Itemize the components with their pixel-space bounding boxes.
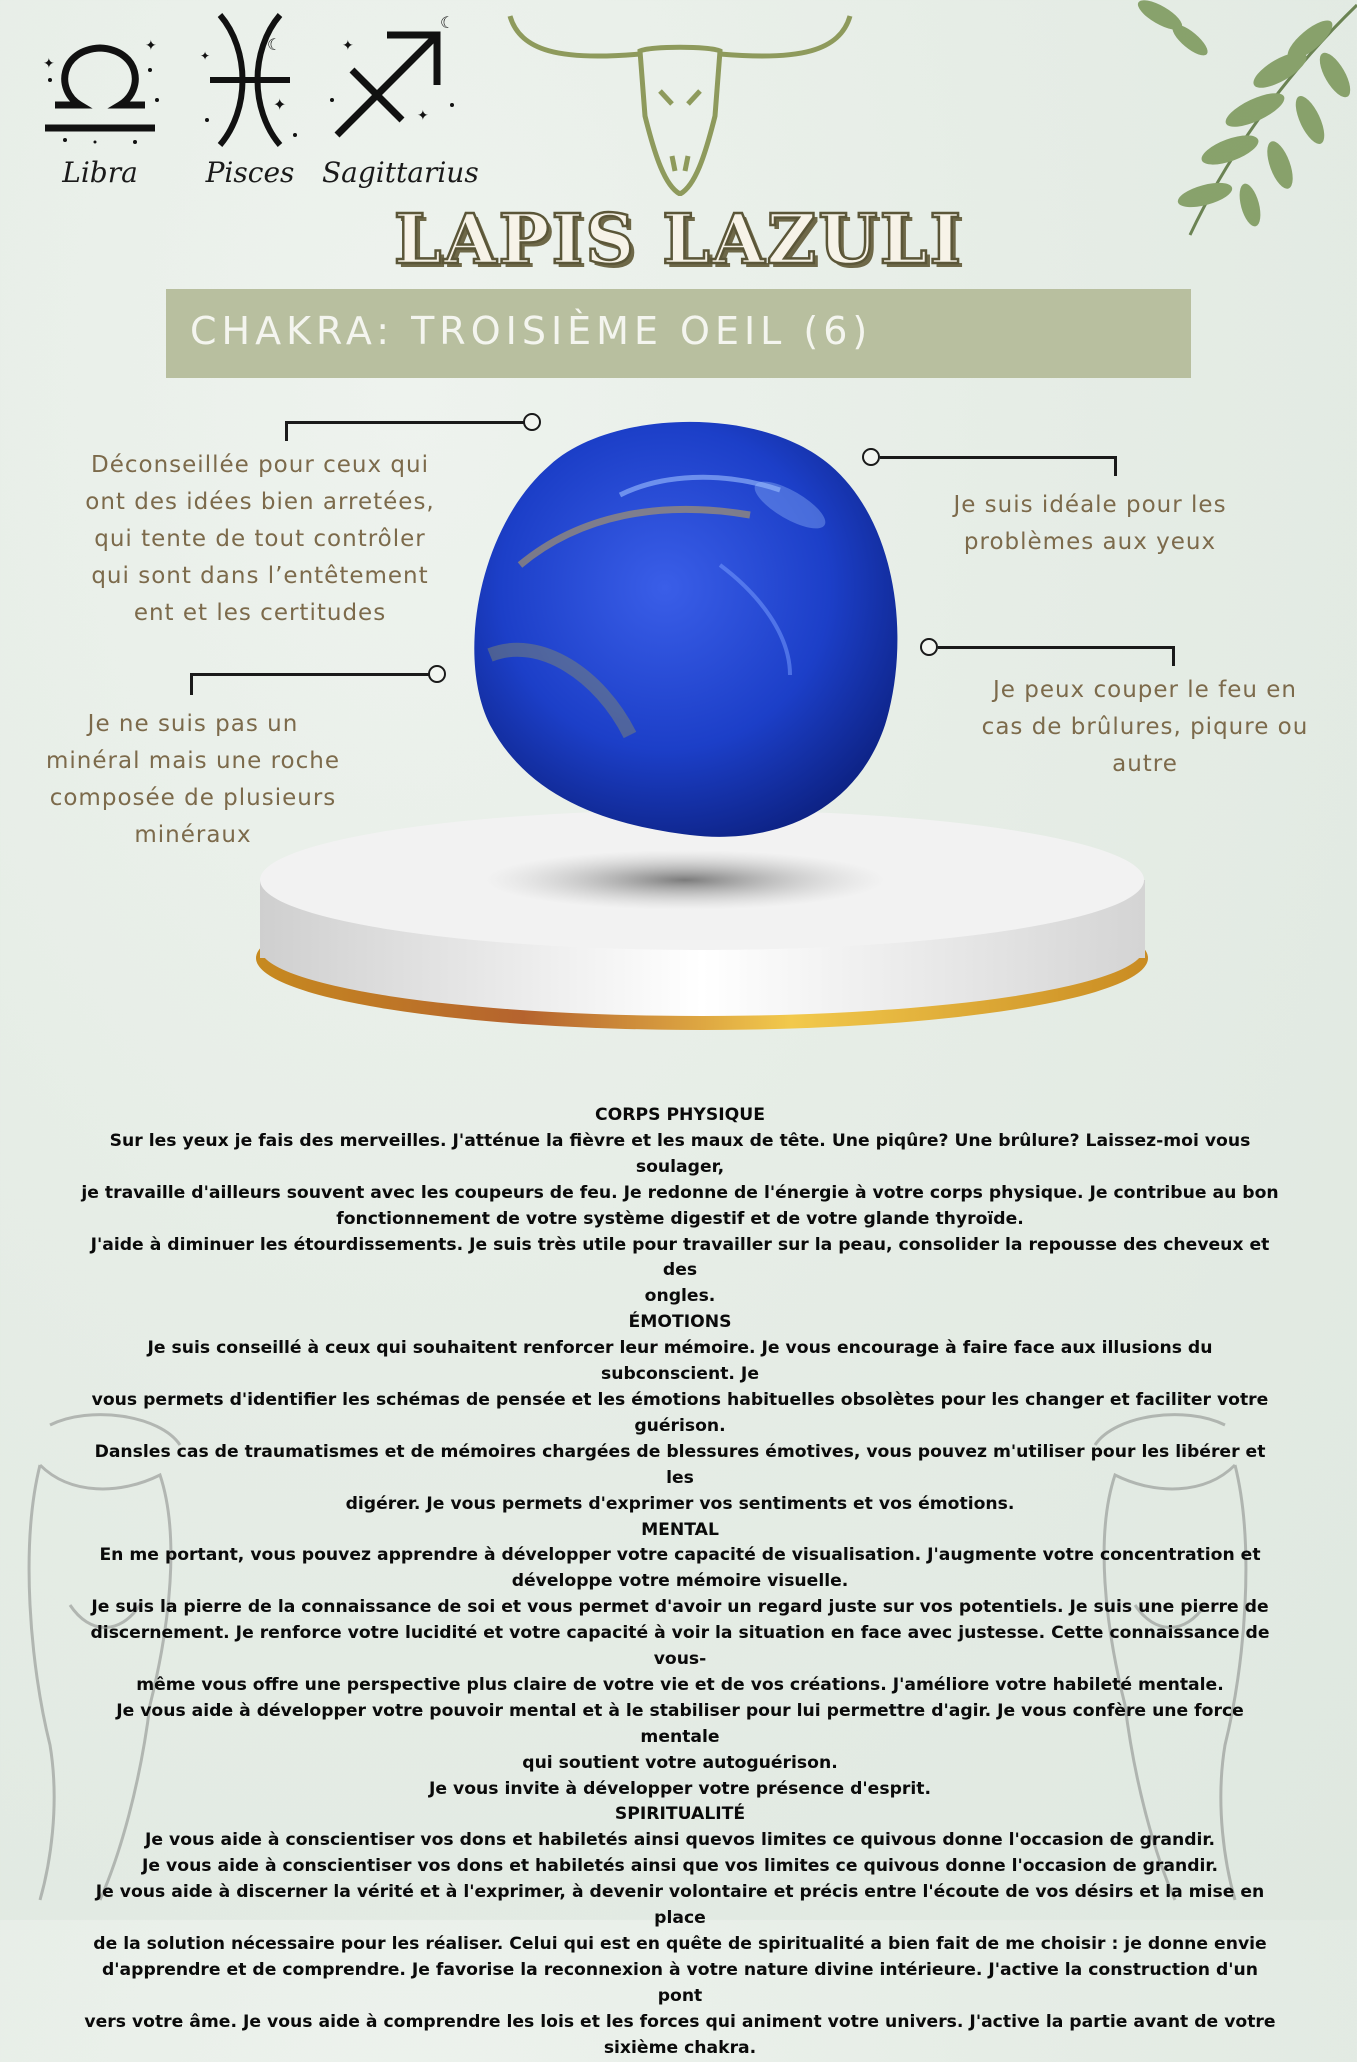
connector-line bbox=[285, 421, 530, 424]
callout-line: Je ne suis pas un bbox=[87, 711, 299, 737]
text-line: Je vous aide à conscientiser vos dons et habiletés ainsi quevos limites ce quivous donne l'occasion de grandir. bbox=[145, 1830, 1215, 1851]
connector-line bbox=[285, 421, 288, 441]
callout-line: Je peux couper le feu en bbox=[992, 677, 1298, 703]
connector-line bbox=[190, 673, 435, 676]
text-line: discernement. Je renforce votre lucidité et votre capacité à voir la situation en face avec justesse. Cette connaissance de vous- bbox=[90, 1623, 1270, 1670]
callout-line: minéraux bbox=[134, 822, 252, 848]
callout-line: minéral mais une roche bbox=[46, 748, 340, 774]
text-line: de la solution nécessaire pour les réaliser. Celui qui est en quête de spiritualité a bien fait de me choisir : je donne envie bbox=[93, 1934, 1267, 1954]
text-line: vous permets d'identifier les schémas de pensée et les émotions habituelles obsolètes pour les changer et faciliter votre bbox=[91, 1389, 1269, 1410]
callout-top-right bbox=[920, 487, 1260, 561]
pisces-icon bbox=[195, 10, 305, 150]
text-line: je travaille d'ailleurs souvent avec les coupeurs de feu. Je redonne de l'énergie à votre corps physique. Je contribue au bon bbox=[81, 1182, 1279, 1203]
zodiac-label: Sagittarius bbox=[322, 156, 479, 189]
text-line: Je vous aide à développer votre pouvoir mental et à le stabiliser pour lui permettre d'agir. Je vous confère une force mentale bbox=[116, 1700, 1244, 1747]
svg-text:✦: ✦ bbox=[43, 56, 55, 72]
connector-dot bbox=[920, 638, 938, 656]
sagittarius-icon bbox=[322, 10, 462, 150]
chakra-label: CHAKRA: TROISIÈME OEIL (6) bbox=[190, 309, 873, 353]
text-line: même vous offre une perspective plus claire de votre vie et de vos créations. J'améliore votre habileté mentale. bbox=[136, 1674, 1224, 1695]
section-heading: MENTAL bbox=[641, 1519, 719, 1540]
zodiac-label: Pisces bbox=[205, 156, 295, 189]
text-line: qui soutient votre autoguérison. bbox=[522, 1752, 838, 1773]
text-line: J'aide à diminuer les étourdissements. Je suis très utile pour travailler sur la peau, consolider la repousse des cheveux et des bbox=[90, 1234, 1270, 1281]
callout-line: qui sont dans l’entêtement bbox=[91, 563, 429, 589]
connector-line bbox=[1114, 456, 1117, 476]
libra-icon bbox=[35, 10, 165, 150]
text-line: Je vous invite à développer votre présence d'esprit. bbox=[428, 1778, 931, 1799]
callout-line: qui tente de tout contrôler bbox=[94, 526, 426, 552]
text-line: sixième chakra. bbox=[603, 2037, 757, 2058]
callout-line: autre bbox=[1112, 751, 1178, 777]
lapis-stone-image bbox=[460, 405, 910, 845]
text-line: Dansles cas de traumatismes et de mémoires chargées de blessures émotives, vous pouvez m'utiliser pour les libérer et les bbox=[94, 1441, 1266, 1488]
text-line: Je suis la pierre de la connaissance de soi et vous permet d'avoir un regard juste sur vos potentiels. Je suis une pierre de bbox=[91, 1597, 1269, 1618]
connector-line bbox=[880, 456, 1117, 459]
text-line: Je suis conseillé à ceux qui souhaitent renforcer leur mémoire. Je vous encourage à faire face aux illusions du subconscient. Je bbox=[147, 1338, 1213, 1385]
text-line: Je vous aide à conscientiser vos dons et habiletés ainsi que vos limites ce quivous donne l'occasion de grandir. bbox=[142, 1856, 1218, 1877]
zodiac-sagittarius bbox=[322, 10, 479, 200]
bull-skull-icon bbox=[500, 6, 860, 196]
text-line: ongles. bbox=[644, 1286, 716, 1307]
text-line: fonctionnement de votre système digestif et de votre glande thyroïde. bbox=[336, 1208, 1024, 1229]
connector-line bbox=[190, 673, 193, 695]
connector-dot bbox=[862, 448, 880, 466]
svg-text:✦: ✦ bbox=[200, 49, 211, 63]
callout-top-left bbox=[60, 447, 460, 632]
callout-line: ent et les certitudes bbox=[133, 600, 387, 626]
page-title: LAPIS LAZULI bbox=[393, 200, 964, 280]
connector-line bbox=[938, 646, 1175, 649]
section-heading: ÉMOTIONS bbox=[628, 1312, 732, 1333]
text-line: digérer. Je vous permets d'exprimer vos sentiments et vos émotions. bbox=[345, 1493, 1015, 1514]
callout-line: problèmes aux yeux bbox=[963, 529, 1217, 555]
description-text bbox=[80, 1103, 1280, 2062]
text-line: d'apprendre et de comprendre. Je favorise la reconnexion à votre nature divine intérieure. J'active la construction d'un pont bbox=[101, 1959, 1258, 2006]
text-line: guérison. bbox=[634, 1415, 726, 1436]
callout-line: ont des idées bien arretées, bbox=[85, 489, 435, 515]
text-line: Je vous aide à discerner la vérité et à l'exprimer, à devenir volontaire et précis entre l'écoute de vos désirs et la mise en place bbox=[95, 1882, 1265, 1929]
callout-bottom-right bbox=[960, 672, 1330, 783]
zodiac-pisces bbox=[180, 10, 320, 200]
svg-text:☾: ☾ bbox=[440, 13, 455, 32]
connector-dot bbox=[428, 665, 446, 683]
svg-text:✦: ✦ bbox=[417, 108, 429, 124]
text-line: En me portant, vous pouvez apprendre à développer votre capacité de visualisation. J'augmente votre concentration et bbox=[99, 1545, 1261, 1566]
svg-text:✦: ✦ bbox=[145, 38, 157, 54]
callout-line: Déconseillée pour ceux qui bbox=[91, 452, 429, 478]
connector-line bbox=[1172, 646, 1175, 666]
zodiac-libra bbox=[30, 10, 170, 200]
section-heading: SPIRITUALITÉ bbox=[614, 1804, 746, 1825]
callout-line: cas de brûlures, piqure ou bbox=[981, 714, 1309, 740]
text-line: développe votre mémoire visuelle. bbox=[511, 1571, 849, 1592]
section-heading: CORPS PHYSIQUE bbox=[595, 1105, 765, 1125]
callout-line: composée de plusieurs bbox=[49, 785, 337, 811]
connector-dot bbox=[523, 413, 541, 431]
svg-text:✦: ✦ bbox=[273, 95, 287, 114]
text-line: Sur les yeux je fais des merveilles. J'atténue la fièvre et les maux de tête. Une piqûre? Une brûlure? Laissez-moi vous soulager, bbox=[109, 1130, 1251, 1177]
chakra-banner bbox=[166, 289, 1191, 378]
callout-line: Je suis idéale pour les bbox=[953, 492, 1227, 518]
callout-bottom-left bbox=[28, 706, 358, 854]
zodiac-label: Libra bbox=[62, 156, 138, 189]
svg-text:✦: ✦ bbox=[342, 38, 354, 54]
svg-text:☾: ☾ bbox=[267, 35, 282, 54]
text-line: vers votre âme. Je vous aide à comprendre les lois et les forces qui animent votre univers. J'active la partie avant de votre bbox=[84, 2011, 1276, 2032]
